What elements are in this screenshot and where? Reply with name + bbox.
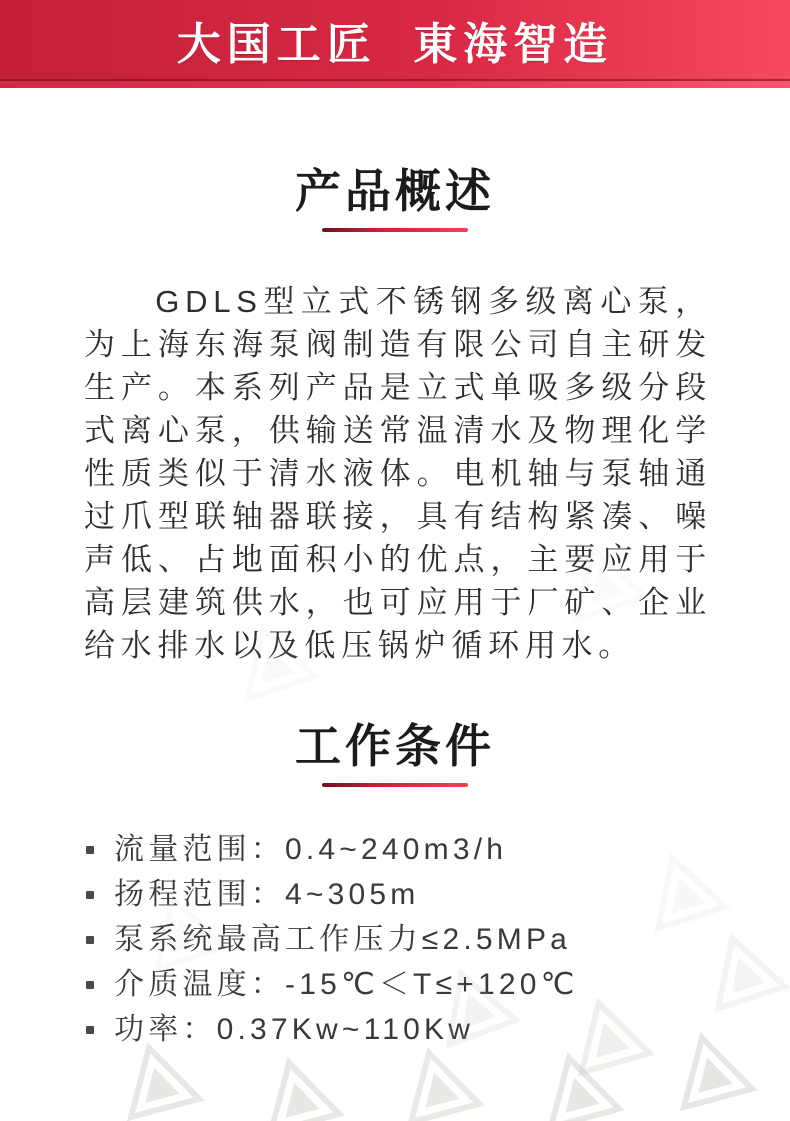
- condition-text: 扬程范围：4~305m: [114, 878, 420, 911]
- banner-bottom-strip: [0, 81, 790, 88]
- banner: [0, 0, 790, 88]
- bullet-dot: [86, 846, 94, 854]
- list-item: [86, 872, 730, 917]
- overview-heading-underline: [322, 228, 468, 232]
- bullet-dot: [86, 936, 94, 944]
- banner-title: 大国工匠 東海智造: [176, 19, 614, 69]
- section-conditions: [0, 667, 790, 1052]
- bullet-dot: [86, 981, 94, 989]
- bullet-dot: [86, 891, 94, 899]
- list-item: [86, 1007, 730, 1052]
- list-item: [86, 917, 730, 962]
- list-item: [86, 827, 730, 872]
- conditions-list: [0, 827, 790, 1052]
- condition-text: 流量范围：0.4~240m3/h: [114, 833, 508, 866]
- list-item: [86, 962, 730, 1007]
- watermark-logo: [247, 1045, 348, 1121]
- watermark-logo: [527, 1040, 628, 1121]
- overview-paragraph: GDLS型立式不锈钢多级离心泵，为上海东海泵阀制造有限公司自主研发生产。本系列产品是立式单吸多级分段式离心泵，供输送常温清水及物理化学性质类似于清水液体。电机轴与泵轴通过爪型联轴器联接，具有结构紧凑、噪声低、占地面积小的优点，主要应用于高层建筑供水，也可应用于厂矿、企业给水排水以及低压锅炉循环用水。: [84, 284, 712, 663]
- conditions-heading: 工作条件: [295, 720, 495, 772]
- overview-heading: 产品概述: [295, 165, 495, 217]
- condition-text: 介质温度：-15℃＜T≤+120℃: [114, 968, 579, 1001]
- condition-text: 泵系统最高工作压力≤2.5MPa: [114, 923, 572, 956]
- section-overview: [0, 88, 790, 667]
- bullet-dot: [86, 1026, 94, 1034]
- conditions-heading-underline: [322, 783, 468, 787]
- condition-text: 功率：0.37Kw~110Kw: [114, 1013, 475, 1046]
